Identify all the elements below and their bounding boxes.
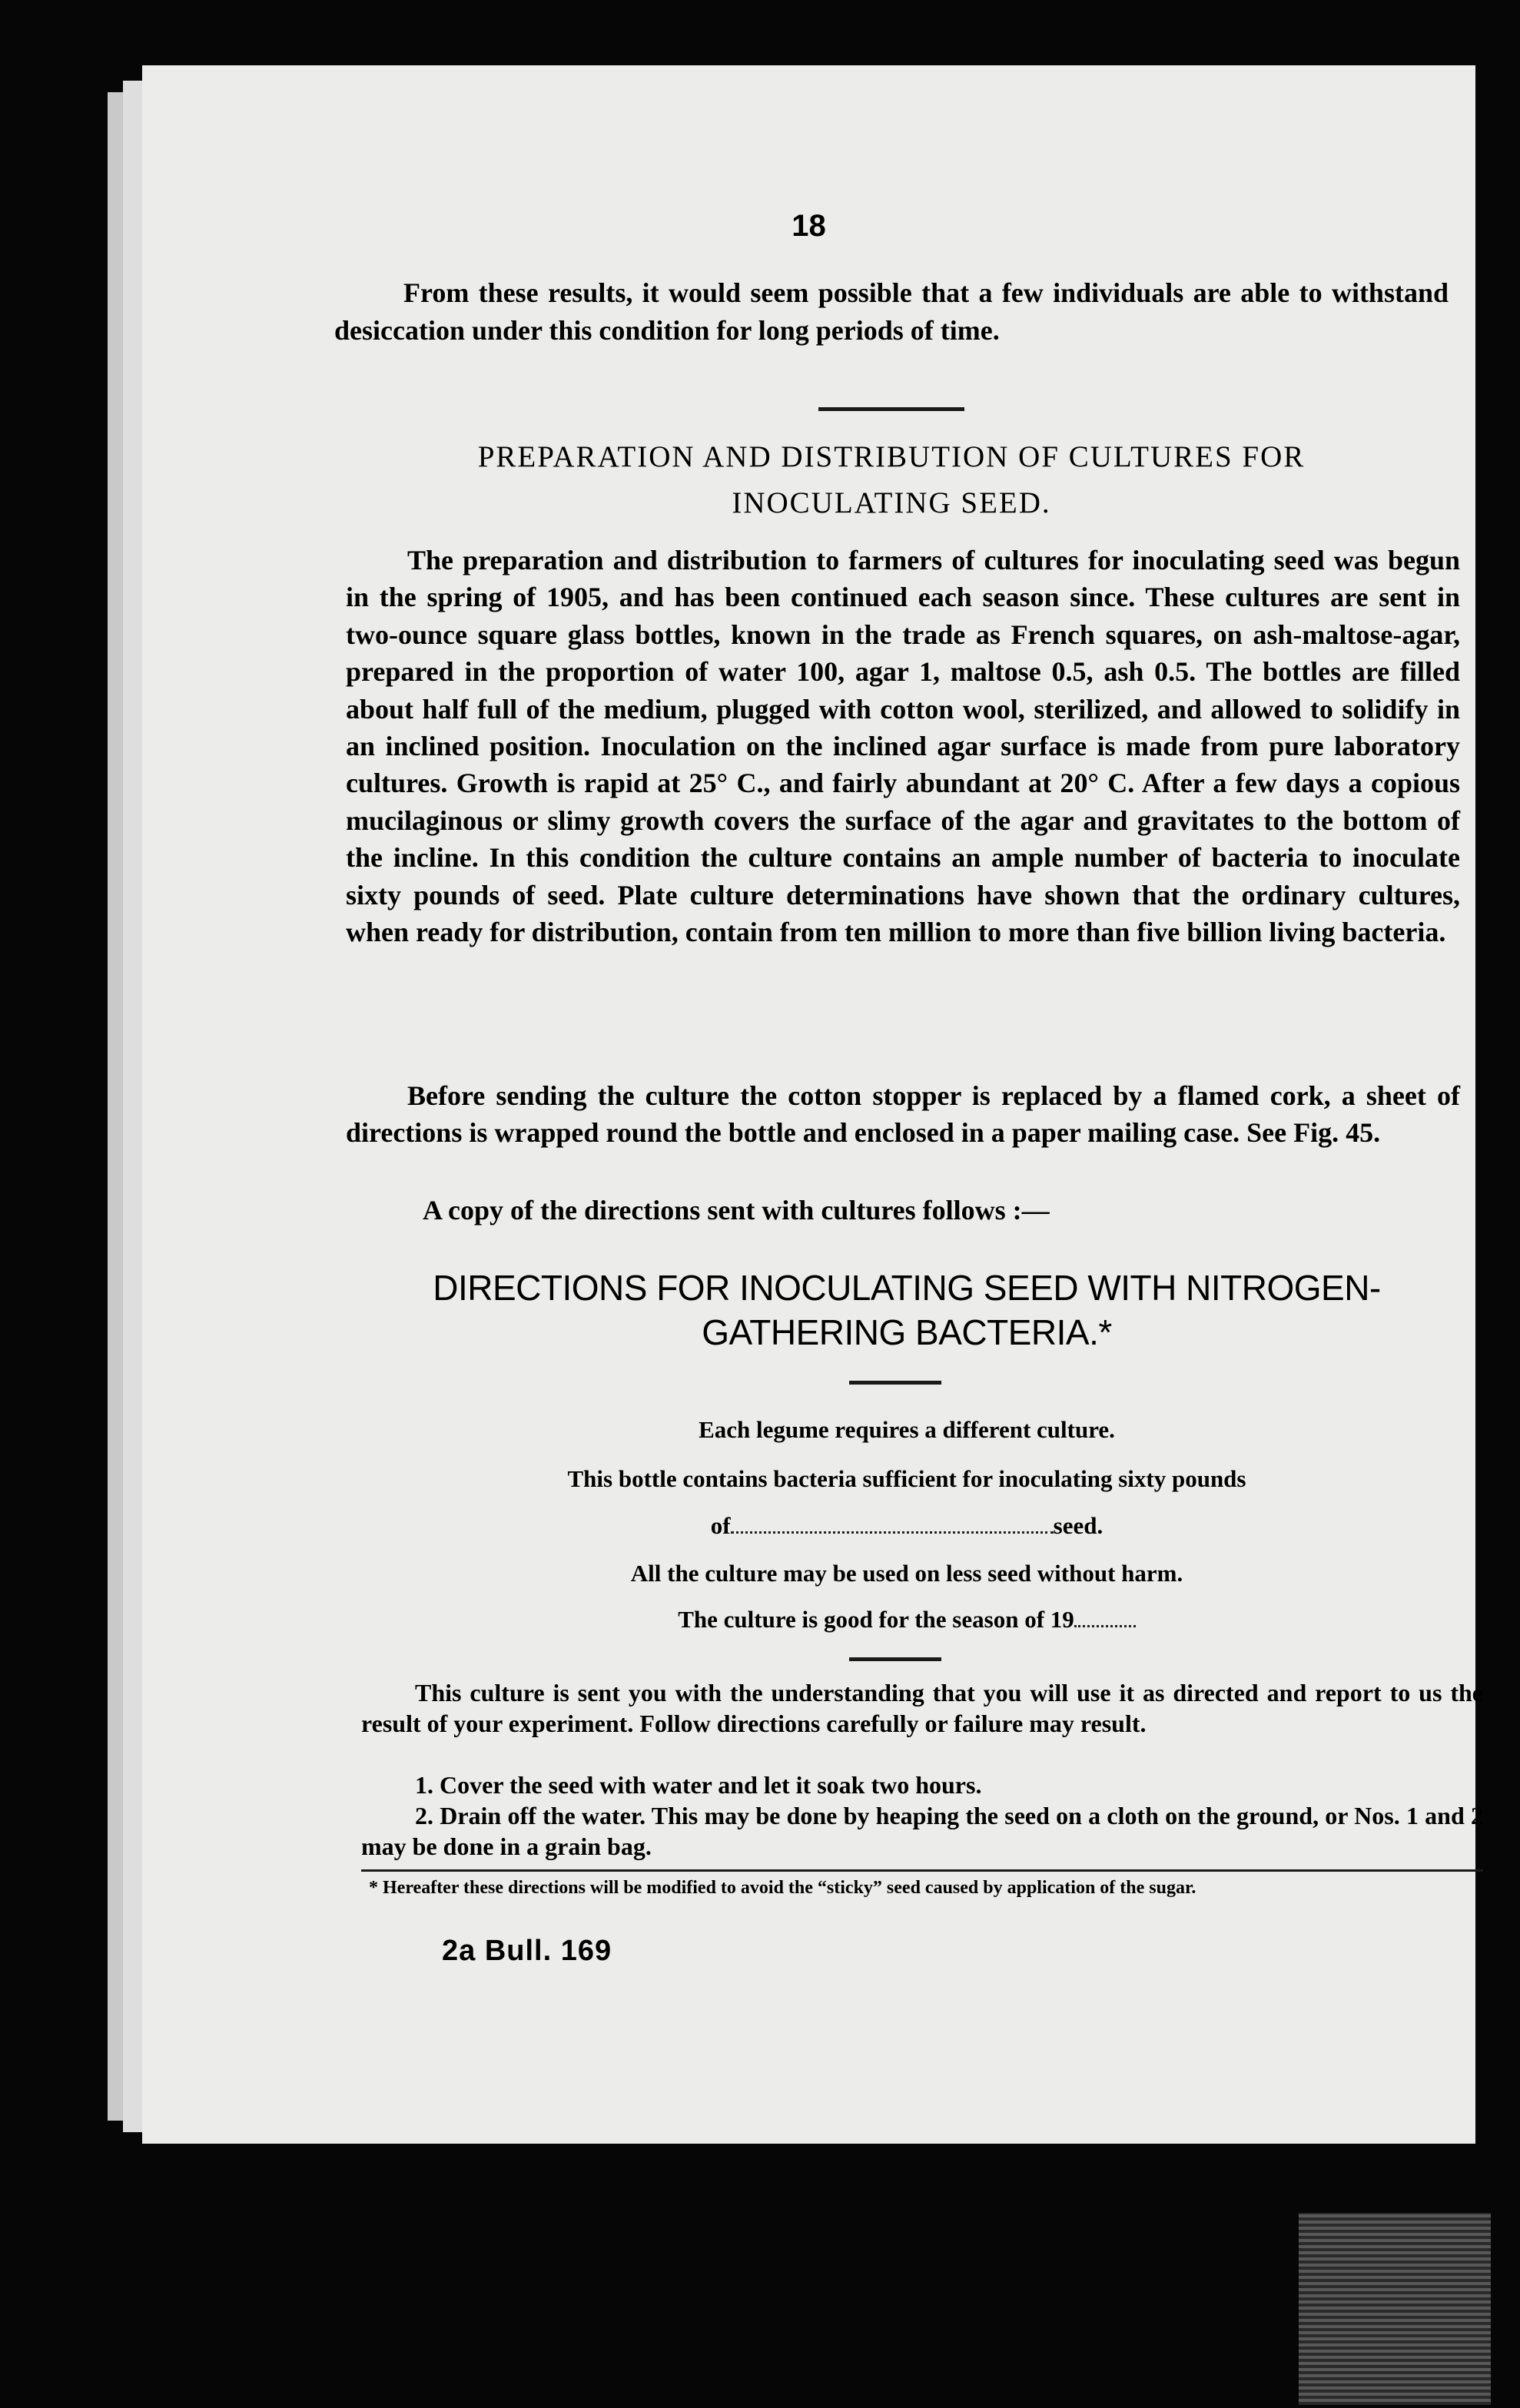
- directions-season-line: [350, 1606, 1464, 1634]
- directions-season-text: The culture is good for the season of 19: [678, 1606, 1074, 1633]
- footnote: * Hereafter these directions will be modified to avoid the “sticky” seed caused by application of the sugar.: [369, 1878, 1196, 1898]
- directions-seed-suffix: seed.: [1053, 1512, 1103, 1539]
- signature-mark: 2a Bull. 169: [442, 1935, 612, 1967]
- directions-line: Each legume requires a different culture.: [699, 1416, 1115, 1443]
- directions-seed-prefix: of: [710, 1512, 731, 1539]
- section-paragraph: A copy of the directions sent with cultures follows :—: [423, 1195, 1050, 1226]
- directions-heading-line2: GATHERING BACTERIA.*: [702, 1312, 1112, 1352]
- directions-line: All the culture may be used on less seed without harm.: [630, 1560, 1183, 1587]
- instruction-step: 2. Drain off the water. This may be done by heaping the seed on a cloth on the ground, or Nos. 1 and 2 may be done in a grain bag.: [361, 1802, 1483, 1860]
- instruction-step: 1. Cover the seed with water and let it soak two hours.: [415, 1771, 982, 1799]
- binding-cloth: [1299, 2213, 1491, 2405]
- instructions-intro: This culture is sent you with the understanding that you will use it as directed and report to us the result of your experiment. Follow directions carefully or failure may result.: [361, 1679, 1483, 1737]
- section-heading-line1: PREPARATION AND DISTRIBUTION OF CULTURES FOR: [477, 440, 1306, 473]
- section-paragraph: The preparation and distribution to farmers of cultures for inoculating seed was begun in the spring of 1905, and has been continued each season since. These cultures are sent in two-ounce square glass bottles, known in the trade as French squares, on ash-maltose-agar, prepared in the proportion of water 100, agar 1, maltose 0.5, ash 0.5. The bottles are filled about half full of the medium, plugged with cotton wool, sterilized, and allowed to solidify in an inclined position. Inoculation on the inclined agar surface is made from pure laboratory cultures. Growth is rapid at 25° C., and fairly abundant at 20° C. After a few days a copious mucilaginous or slimy growth covers the surface of the agar and gravitates to the bottom of the incline. In this condition the culture contains an ample number of bacteria to inoculate sixty pounds of seed. Plate culture determinations have shown that the ordinary cultures, when ready for distribution, contain from ten million to more than five billion living bacteria.: [346, 545, 1460, 948]
- footnote-rule: [361, 1869, 1483, 1872]
- intro-paragraph: From these results, it would seem possible that a few individuals are able to withstand desiccation under this condition for long periods of time.: [334, 277, 1449, 346]
- instructions-divider: [849, 1657, 941, 1661]
- seed-blank-field: [731, 1531, 1054, 1534]
- directions-seed-line: [350, 1512, 1464, 1540]
- section-divider: [818, 407, 964, 411]
- directions-heading-line1: DIRECTIONS FOR INOCULATING SEED WITH NITROGEN-: [433, 1268, 1381, 1308]
- page-number: 18: [792, 209, 826, 243]
- directions-divider: [849, 1381, 941, 1385]
- season-blank-field: [1074, 1625, 1136, 1627]
- directions-line: This bottle contains bacteria sufficient for inoculating sixty pounds: [567, 1465, 1246, 1492]
- section-paragraph: Before sending the culture the cotton stopper is replaced by a flamed cork, a sheet of directions is wrapped round the bottle and enclosed in a paper mailing case. See Fig. 45.: [346, 1080, 1460, 1149]
- section-heading-line2: INOCULATING SEED.: [732, 486, 1051, 519]
